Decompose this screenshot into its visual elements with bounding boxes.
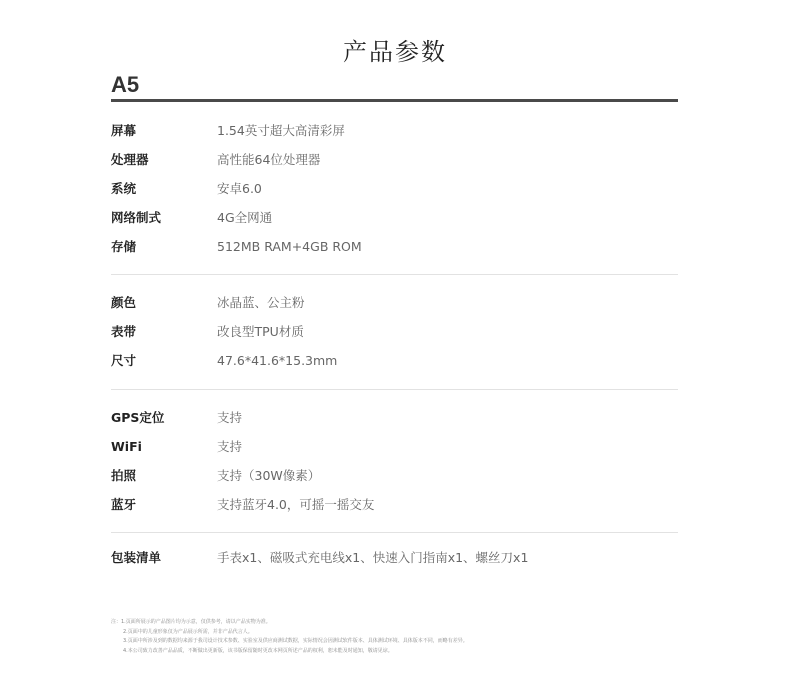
spec-row [111, 208, 678, 237]
spec-value: 1.54英寸超大高清彩屏 [217, 123, 345, 138]
section-divider [111, 532, 678, 533]
spec-group-features [111, 408, 678, 524]
spec-label: 拍照 [111, 468, 137, 483]
section-divider [111, 274, 678, 275]
spec-row [111, 150, 678, 179]
spec-row [111, 293, 678, 322]
spec-value: 4G全网通 [217, 210, 273, 225]
spec-row [111, 437, 678, 466]
spec-row [111, 466, 678, 495]
model-divider [111, 99, 678, 102]
spec-group-package [111, 548, 678, 577]
spec-value: 支持 [217, 439, 243, 454]
spec-label: 包装清单 [111, 550, 162, 565]
spec-row [111, 548, 678, 577]
spec-value: 512MB RAM+4GB ROM [217, 239, 362, 254]
spec-value: 47.6*41.6*15.3mm [217, 353, 338, 368]
spec-row [111, 121, 678, 150]
footnote-line: 注：1.页面所展示的产品图片均为示意，仅供参考，请以产品实物为准。 [111, 619, 271, 625]
spec-label: 处理器 [111, 152, 149, 167]
spec-value: 改良型TPU材质 [217, 324, 304, 339]
spec-label: 网络制式 [111, 210, 162, 225]
page-title: 产品参数 [343, 38, 447, 66]
spec-value: 支持 [217, 410, 243, 425]
spec-value: 支持（30W像素） [217, 468, 321, 483]
spec-row [111, 351, 678, 380]
spec-label: 蓝牙 [111, 497, 137, 512]
footnote-line: 3.页面中所涉及到的数据均来源于我司设计技术参数、实验室及供应商测试数据，实际情况会因测试软件版本、具体测试环境、具体版本不同，而略有差异。 [123, 638, 468, 645]
spec-label: 表带 [111, 324, 137, 339]
spec-row [111, 408, 678, 437]
spec-label: 颜色 [111, 295, 137, 310]
footnotes [111, 618, 671, 657]
spec-value: 冰晶蓝、公主粉 [217, 295, 305, 310]
spec-value: 支持蓝牙4.0，可摇一摇交友 [217, 497, 375, 512]
section-divider [111, 389, 678, 390]
spec-label: 系统 [111, 181, 137, 196]
spec-label: GPS定位 [111, 410, 165, 425]
spec-label: 屏幕 [111, 123, 137, 138]
spec-label: 存储 [111, 239, 137, 254]
spec-value: 高性能64位处理器 [217, 152, 321, 167]
spec-row [111, 237, 678, 266]
spec-label: 尺寸 [111, 353, 137, 368]
footnote-line: 2.页面中的儿童形象仅为产品展示所需，并非产品代言人。 [123, 628, 253, 635]
spec-row [111, 179, 678, 208]
spec-row [111, 495, 678, 524]
spec-label: WiFi [111, 439, 142, 454]
spec-group-hardware [111, 121, 678, 266]
spec-group-appearance [111, 293, 678, 380]
spec-row [111, 322, 678, 351]
model-name: A5 [111, 72, 140, 97]
footnote-line: 4.本公司致力改善产品品质，不断做出更新版，该书版保留随时更改本网页所述产品的权利，恕未能及时通知，敬请见谅。 [123, 648, 393, 655]
spec-value: 安卓6.0 [217, 181, 262, 196]
spec-value: 手表x1、磁吸式充电线x1、快速入门指南x1、螺丝刀x1 [217, 550, 529, 565]
